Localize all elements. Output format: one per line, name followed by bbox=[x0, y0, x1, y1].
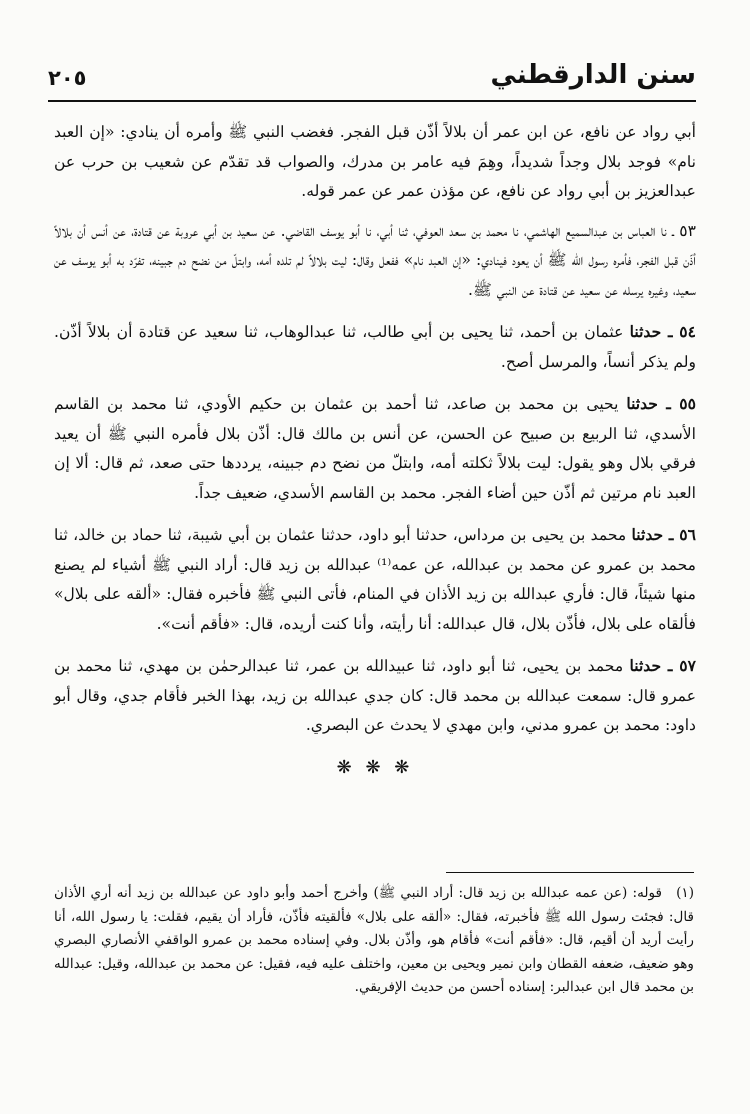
hadith-55 bbox=[54, 389, 696, 508]
hadith-label: ٥٣ ـ bbox=[671, 221, 696, 240]
hadith-label: ٥٤ ـ حدثنا bbox=[629, 322, 696, 341]
hadith-54 bbox=[54, 317, 696, 377]
hadith-53 bbox=[54, 217, 696, 306]
main-text bbox=[54, 118, 696, 782]
paragraph-text: أبي رواد عن نافع، عن ابن عمر أن بلالاً أذّن قبل الفجر. فغضب النبي ﷺ وأمره أن ينادي: «إن العبد نام» فوجد بلال وجداً شديداً، وهِمَ فيه عامر بن مدرك، والصواب قد تقدّم عن شعيب بن حرب عن عبدالعزيز بن أبي رواد عن نافع، عن مؤذن عمر عن عمر قوله. bbox=[54, 123, 696, 200]
hadith-label: ٥٥ ـ حدثنا bbox=[626, 394, 696, 413]
hadith-56 bbox=[54, 520, 696, 639]
section-separator: ❋ ❋ ❋ bbox=[336, 756, 414, 778]
page-number: ٢٠٥ bbox=[48, 66, 87, 90]
hadith-57 bbox=[54, 651, 696, 741]
footnote-text: قوله: (عن عمه عبدالله بن زيد قال: أراد النبي ﷺ) وأخرج أحمد وأبو داود عن عبدالله بن زيد أنه أري الأذان قال: فجئت رسول الله ﷺ فأخبرته، فقال: «ألقه على بلال» فألقيته فأذّن، فأراد أن يقيم، فقلت: يا رسول الله، أنا رأيت أريد أن أقيم، قال: «فأقم أنت» فأقام هو، وأذّن بلال. وفي إسناده محمد بن عمرو الواقفي الأنصاري البصري وهو ضعيف، ضعفه القطان وابن نمير ويحيى بن معين، واختلف عليه فيه، فقيل: عن محمد بن عبدالله، وقيل: عبدالله بن محمد قال ابن عبدالبر: إسناده أحسن من حديث الإفريقي. bbox=[54, 885, 694, 995]
hadith-label: ٥٦ ـ حدثنا bbox=[631, 525, 696, 544]
paragraph-text: محمد بن يحيى بن مرداس، حدثنا أبو داود، حدثنا عثمان بن أبي شيبة، ثنا حماد بن خالد، ثنا محمد بن عمرو عن محمد بن عبدالله، عن عمه⁽¹⁾ عبدالله بن زيد قال: أراد النبي ﷺ أشياء لم يصنع منها شيئاً، قال: فأري عبدالله بن زيد الأذان في المنام، فأتى النبي ﷺ فأخبره فقال: «ألقه على بلال» فألقاه على بلال، فأذّن بلال، قال عبدالله: أنا رأيته، وأنا كنت أريده، قال: «فأقم أنت». bbox=[54, 526, 696, 633]
paragraph-continuation bbox=[54, 118, 696, 207]
book-title: سنن الدارقطني bbox=[490, 60, 696, 90]
hadith-label: ٥٧ ـ حدثنا bbox=[629, 656, 696, 675]
footnote bbox=[54, 882, 694, 1000]
footnote-number: (١) bbox=[676, 885, 694, 901]
paragraph-text: عثمان بن أحمد، ثنا يحيى بن أبي طالب، ثنا عبدالوهاب، ثنا سعيد عن قتادة أن بلالاً أذّن. ولم يذكر أنساً، والمرسل أصح. bbox=[54, 323, 696, 371]
page-header bbox=[48, 58, 696, 108]
footnote-rule bbox=[446, 872, 694, 873]
paragraph-text: نا العباس بن عبدالسميع الهاشمي، نا محمد بن سعد العوفي، ثنا أبي، نا أبو يوسف القاضي. عن سعيد بن أبي عروبة عن قتادة، عن أنس أن بلالاً أذّن قبل الفجر، فأمره رسول الله ﷺ أن يعود فينادي: «إن العبد نام» ففعل وقال: ليت بلالاً لم تلده أمه، وابتلّ من نضح دم جبينه، تفرّد به أبو يوسف عن سعيد، وغيره يرسله عن سعيد عن قتادة عن النبي ﷺ. bbox=[54, 221, 696, 299]
paragraph-text: محمد بن يحيى، ثنا أبو داود، ثنا عبيدالله بن عمر، ثنا عبدالرحمٰن بن مهدي، ثنا محمد بن عمرو قال: سمعت عبدالله بن محمد قال: كان جدي عبدالله بن زيد، بهذا الخبر فأقام جدي، وقال أبو داود: محمد بن عمرو مدني، وابن مهدي لا يحدث عن البصري. bbox=[54, 657, 696, 734]
paragraph-text: يحيى بن محمد بن صاعد، ثنا أحمد بن عثمان بن حكيم الأودي، ثنا محمد بن القاسم الأسدي، ثنا الربيع بن صبيح عن الحسن، عن أنس بن مالك قال: أذّن بلال فأمره النبي ﷺ أن يعيد فرقي بلال وهو يقول: ليت بلالاً ثكلته أمه، وابتلّ من نضح دم جبينه، يرددها حتى صعد، ثم قال: ألا إن العبد نام مرتين ثم أذّن حين أضاء الفجر. محمد بن القاسم الأسدي، ضعيف جداً. bbox=[54, 395, 696, 502]
header-rule bbox=[48, 100, 696, 102]
